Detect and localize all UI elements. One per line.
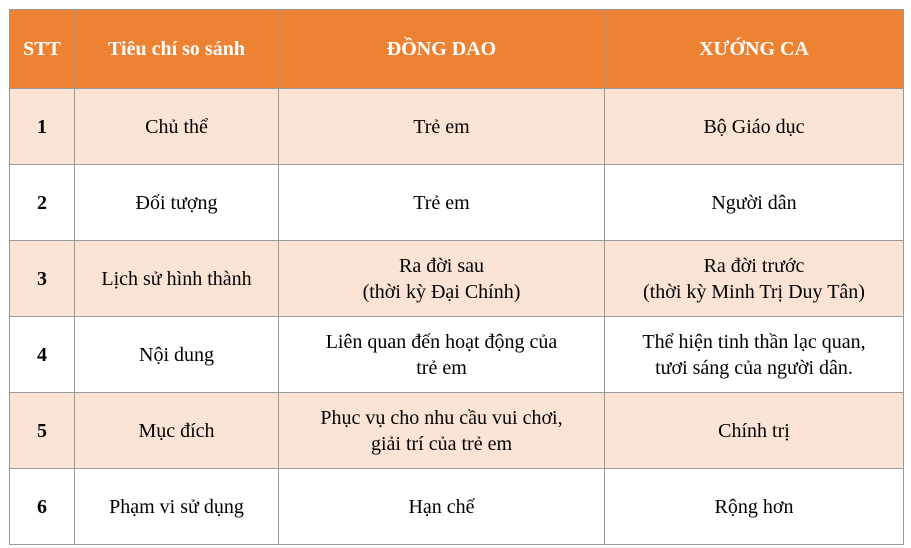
header-dong-dao: ĐỒNG DAO (279, 10, 605, 89)
row-number: 4 (10, 317, 75, 393)
row-dong-dao (279, 469, 605, 545)
row-number: 2 (10, 165, 75, 241)
cell-line: Hạn chế (408, 495, 475, 518)
table-row (10, 393, 904, 469)
cell-line: Ra đời trước (703, 254, 805, 277)
table-header (10, 10, 904, 89)
header-stt: STT (10, 10, 75, 89)
row-number: 6 (10, 469, 75, 545)
cell-line: trẻ em (416, 356, 467, 379)
row-number: 1 (10, 89, 75, 165)
row-xuong-ca (605, 469, 904, 545)
cell-line: Trẻ em (413, 115, 470, 138)
cell-line: Liên quan đến hoạt động của (325, 330, 558, 353)
row-xuong-ca (605, 165, 904, 241)
cell-line: tươi sáng của người dân. (655, 356, 853, 379)
row-dong-dao (279, 165, 605, 241)
row-dong-dao (279, 317, 605, 393)
header-xuong-ca: XƯỚNG CA (605, 10, 904, 89)
table-row (10, 89, 904, 165)
cell-line: Thể hiện tinh thần lạc quan, (642, 330, 866, 353)
row-xuong-ca (605, 317, 904, 393)
cell-line: (thời kỳ Đại Chính) (362, 280, 521, 303)
table-row (10, 165, 904, 241)
cell-line: Bộ Giáo dục (703, 115, 805, 138)
row-criteria: Lịch sử hình thành (75, 241, 279, 317)
cell-line: Chính trị (718, 419, 790, 442)
table-row (10, 317, 904, 393)
header-criteria: Tiêu chí so sánh (75, 10, 279, 89)
row-number: 5 (10, 393, 75, 469)
cell-line: Phục vụ cho nhu cầu vui chơi, (320, 406, 563, 429)
row-dong-dao (279, 89, 605, 165)
row-dong-dao (279, 393, 605, 469)
row-xuong-ca (605, 89, 904, 165)
comparison-table (9, 9, 904, 545)
row-number: 3 (10, 241, 75, 317)
cell-line: Trẻ em (413, 191, 470, 214)
row-criteria: Chủ thể (75, 89, 279, 165)
row-xuong-ca (605, 393, 904, 469)
row-criteria: Nội dung (75, 317, 279, 393)
table-row (10, 241, 904, 317)
cell-line: Ra đời sau (398, 254, 484, 277)
row-xuong-ca (605, 241, 904, 317)
row-criteria: Phạm vi sử dụng (75, 469, 279, 545)
cell-line: Người dân (711, 191, 797, 214)
row-dong-dao (279, 241, 605, 317)
table-row (10, 469, 904, 545)
row-criteria: Mục đích (75, 393, 279, 469)
cell-line: giải trí của trẻ em (370, 432, 513, 455)
row-criteria: Đối tượng (75, 165, 279, 241)
cell-line: Rộng hơn (714, 495, 794, 518)
cell-line: (thời kỳ Minh Trị Duy Tân) (643, 280, 865, 303)
table-body (10, 89, 904, 545)
